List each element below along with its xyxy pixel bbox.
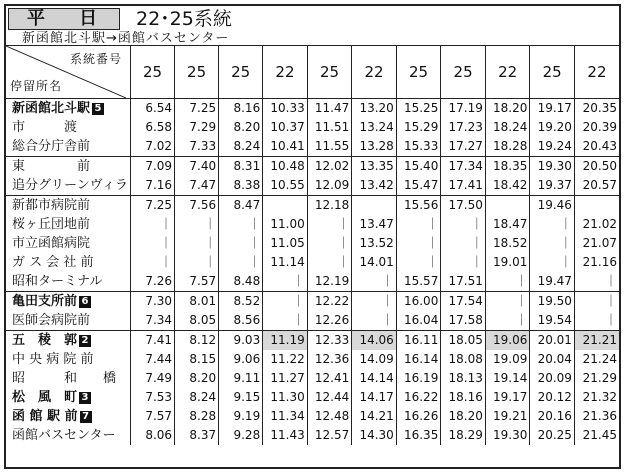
departure-time: 19.30	[530, 157, 575, 177]
timetable-body	[6, 99, 619, 446]
departure-time: 21.36	[574, 407, 619, 426]
departure-time: 12.33	[307, 331, 352, 351]
timetable-row	[6, 311, 619, 331]
departure-time: ｜	[574, 292, 619, 312]
departure-time: 12.18	[307, 196, 352, 216]
departure-time: ｜	[396, 215, 441, 234]
stop-name-text: 医師会病院前	[12, 313, 91, 328]
departure-time: 18.47	[485, 215, 530, 234]
departure-time: 6.54	[130, 99, 174, 119]
stop-name-text: 市立函館病院	[12, 236, 91, 251]
stop-name-text: 追分グリーンヴィラ	[12, 178, 128, 193]
departure-time: 19.20	[530, 118, 575, 137]
departure-time: ｜	[352, 272, 397, 292]
route-number-header: 25	[396, 46, 441, 99]
departure-time: 7.33	[175, 137, 219, 157]
departure-time: 20.01	[530, 331, 575, 351]
timetable-row	[6, 369, 619, 388]
departure-time: 14.30	[352, 426, 397, 445]
departure-time: 17.41	[441, 176, 486, 196]
departure-time: 20.39	[574, 118, 619, 137]
route-number-row	[6, 46, 619, 99]
departure-time: 10.37	[263, 118, 308, 137]
timetable-grid	[6, 46, 619, 445]
timetable-row	[6, 253, 619, 272]
route-number-header: 25	[219, 46, 263, 99]
departure-time: 11.27	[263, 369, 308, 388]
departure-time: ｜	[530, 215, 575, 234]
corner-cell	[6, 46, 130, 99]
departure-time: 8.48	[219, 272, 263, 292]
departure-time: 20.04	[530, 350, 575, 369]
departure-time: ｜	[175, 234, 219, 253]
departure-time: 7.25	[130, 196, 174, 216]
departure-time: 16.00	[396, 292, 441, 312]
departure-time: ｜	[530, 253, 575, 272]
stop-name-text: 新都市病院前	[12, 198, 91, 213]
departure-time: 16.04	[396, 311, 441, 331]
timetable-row	[6, 176, 619, 196]
departure-time: 19.14	[485, 369, 530, 388]
departure-time: 8.05	[175, 311, 219, 331]
route-number-header: 25	[530, 46, 575, 99]
departure-time: 16.26	[396, 407, 441, 426]
departure-time: 7.47	[175, 176, 219, 196]
departure-time: 10.41	[263, 137, 308, 157]
stop-name-text: 新函館北斗駅	[12, 101, 91, 116]
departure-time: 19.47	[530, 272, 575, 292]
departure-time: ｜	[352, 311, 397, 331]
departure-time: 7.40	[175, 157, 219, 177]
departure-time: 12.36	[307, 350, 352, 369]
timetable-row	[6, 157, 619, 177]
departure-time: ｜	[219, 234, 263, 253]
departure-time: 14.01	[352, 253, 397, 272]
timetable-row	[6, 331, 619, 351]
stop-name-text: 亀田支所前	[12, 294, 78, 309]
departure-time: ｜	[307, 234, 352, 253]
departure-time: 19.37	[530, 176, 575, 196]
departure-time	[485, 196, 530, 216]
departure-time: 13.42	[352, 176, 397, 196]
departure-time: 13.20	[352, 99, 397, 119]
stop-number-badge: 2	[79, 335, 91, 347]
departure-time: ｜	[574, 311, 619, 331]
departure-time: 18.52	[485, 234, 530, 253]
stop-name-text: 五 稜 郭	[12, 333, 78, 348]
departure-time: 13.28	[352, 137, 397, 157]
departure-time: 14.06	[352, 331, 397, 351]
departure-time: 9.19	[219, 407, 263, 426]
stop-name	[6, 196, 130, 216]
departure-time: ｜	[441, 253, 486, 272]
timetable-frame	[4, 4, 621, 469]
departure-time: 21.32	[574, 388, 619, 407]
stop-name-text: 桜ヶ丘団地前	[12, 217, 91, 232]
departure-time: 10.48	[263, 157, 308, 177]
stop-number-badge: 3	[79, 392, 91, 404]
departure-time: ｜	[307, 253, 352, 272]
departure-time: 18.35	[485, 157, 530, 177]
departure-time: 19.54	[530, 311, 575, 331]
timetable-row	[6, 272, 619, 292]
stop-name	[6, 369, 130, 388]
departure-time: 17.27	[441, 137, 486, 157]
route-number-header: 22	[352, 46, 397, 99]
departure-time: 11.00	[263, 215, 308, 234]
departure-time: 11.51	[307, 118, 352, 137]
departure-time: 16.11	[396, 331, 441, 351]
departure-time: 7.57	[130, 407, 174, 426]
departure-time: 10.33	[263, 99, 308, 119]
departure-time: ｜	[130, 234, 174, 253]
departure-time: 19.30	[485, 426, 530, 445]
departure-time: 8.38	[219, 176, 263, 196]
departure-time: 17.34	[441, 157, 486, 177]
timetable-header	[6, 6, 619, 46]
departure-time: 14.09	[352, 350, 397, 369]
departure-time: 8.06	[130, 426, 174, 445]
stop-name	[6, 407, 130, 426]
departure-time: 10.55	[263, 176, 308, 196]
stop-name	[6, 176, 130, 196]
stop-name-text: 中 央 病 院 前	[12, 352, 94, 367]
timetable-row	[6, 118, 619, 137]
departure-time: 11.30	[263, 388, 308, 407]
route-number-header: 22	[485, 46, 530, 99]
departure-time: 18.13	[441, 369, 486, 388]
departure-time: 21.29	[574, 369, 619, 388]
departure-time: 11.22	[263, 350, 308, 369]
stop-name	[6, 311, 130, 331]
departure-time: 12.26	[307, 311, 352, 331]
departure-time: ｜	[263, 272, 308, 292]
route-number-header: 22	[263, 46, 308, 99]
departure-time: 18.20	[485, 99, 530, 119]
departure-time: 12.57	[307, 426, 352, 445]
departure-time: 12.19	[307, 272, 352, 292]
departure-time: 12.44	[307, 388, 352, 407]
route-direction-label: 新函館北斗駅→函館バスセンター	[22, 31, 230, 46]
departure-time: 7.44	[130, 350, 174, 369]
departure-time: ｜	[219, 253, 263, 272]
departure-time	[352, 196, 397, 216]
departure-time: 21.21	[574, 331, 619, 351]
stop-name	[6, 388, 130, 407]
departure-time: 21.45	[574, 426, 619, 445]
departure-time: ｜	[574, 272, 619, 292]
departure-time: 7.25	[175, 99, 219, 119]
departure-time	[263, 196, 308, 216]
timetable-row	[6, 407, 619, 426]
departure-time: 16.14	[396, 350, 441, 369]
departure-time: 12.22	[307, 292, 352, 312]
departure-time: 15.33	[396, 137, 441, 157]
departure-time: 18.20	[441, 407, 486, 426]
departure-time: 13.35	[352, 157, 397, 177]
departure-time: 11.47	[307, 99, 352, 119]
stop-name	[6, 253, 130, 272]
departure-time: ｜	[352, 292, 397, 312]
stop-name	[6, 157, 130, 177]
departure-time: 7.49	[130, 369, 174, 388]
timetable-row	[6, 350, 619, 369]
departure-time: 13.24	[352, 118, 397, 137]
departure-time: ｜	[263, 311, 308, 331]
departure-time: 15.56	[396, 196, 441, 216]
stop-name	[6, 272, 130, 292]
departure-time: 18.42	[485, 176, 530, 196]
route-number-header: 25	[130, 46, 174, 99]
departure-time: 19.06	[485, 331, 530, 351]
stop-name-text: 昭 和 橋	[12, 371, 117, 386]
stop-number-badge: 5	[92, 103, 104, 115]
departure-time: 8.16	[219, 99, 263, 119]
departure-time: ｜	[441, 215, 486, 234]
departure-time: ｜	[396, 234, 441, 253]
departure-time: 20.09	[530, 369, 575, 388]
departure-time: ｜	[485, 272, 530, 292]
departure-time: 20.43	[574, 137, 619, 157]
departure-time: 18.16	[441, 388, 486, 407]
timetable-row	[6, 196, 619, 216]
departure-time: 18.08	[441, 350, 486, 369]
departure-time: 19.09	[485, 350, 530, 369]
departure-time: 17.19	[441, 99, 486, 119]
departure-time: 8.24	[219, 137, 263, 157]
stop-name-text: 松 風 町	[12, 390, 78, 405]
departure-time: 18.24	[485, 118, 530, 137]
departure-time: 15.40	[396, 157, 441, 177]
departure-time: 8.56	[219, 311, 263, 331]
departure-time: 7.29	[175, 118, 219, 137]
stop-name-text: 函 館 駅 前	[12, 409, 78, 424]
departure-time: 7.16	[130, 176, 174, 196]
departure-time: 15.57	[396, 272, 441, 292]
route-line-label: 22･25系統	[136, 8, 232, 30]
departure-time: 20.50	[574, 157, 619, 177]
departure-time: 8.01	[175, 292, 219, 312]
departure-time: 11.34	[263, 407, 308, 426]
departure-time: 8.15	[175, 350, 219, 369]
stop-name-text: ガ ス 会 社 前	[12, 255, 94, 270]
departure-time: 17.58	[441, 311, 486, 331]
stop-name-text: 市 渡	[12, 120, 78, 135]
departure-time: 7.26	[130, 272, 174, 292]
departure-time: ｜	[130, 253, 174, 272]
stop-name	[6, 137, 130, 157]
stop-name	[6, 331, 130, 351]
stop-number-badge: 6	[79, 296, 91, 308]
departure-time: 7.41	[130, 331, 174, 351]
departure-time: 17.50	[441, 196, 486, 216]
departure-time: 9.15	[219, 388, 263, 407]
departure-time: 19.17	[485, 388, 530, 407]
departure-time: ｜	[441, 234, 486, 253]
stop-name-text: 東 前	[12, 159, 91, 174]
departure-time: 19.50	[530, 292, 575, 312]
departure-time: 14.21	[352, 407, 397, 426]
stop-name-heading: 停留所名	[10, 79, 63, 93]
departure-time: 14.14	[352, 369, 397, 388]
departure-time: 7.02	[130, 137, 174, 157]
departure-time: ｜	[175, 253, 219, 272]
departure-time: 8.37	[175, 426, 219, 445]
departure-time: 16.19	[396, 369, 441, 388]
route-number-header: 25	[307, 46, 352, 99]
stop-name-text: 昭和ターミナル	[12, 274, 103, 289]
departure-time: 13.47	[352, 215, 397, 234]
departure-time: 8.20	[219, 118, 263, 137]
timetable-row	[6, 215, 619, 234]
stop-name	[6, 292, 130, 312]
stop-name	[6, 426, 130, 445]
departure-time: 7.56	[175, 196, 219, 216]
timetable-row	[6, 426, 619, 445]
departure-time: 7.34	[130, 311, 174, 331]
departure-time: 12.41	[307, 369, 352, 388]
departure-time: ｜	[307, 215, 352, 234]
departure-time: 9.28	[219, 426, 263, 445]
departure-time: 8.20	[175, 369, 219, 388]
departure-time: 7.30	[130, 292, 174, 312]
stop-name	[6, 118, 130, 137]
timetable-row	[6, 292, 619, 312]
departure-time: 20.12	[530, 388, 575, 407]
departure-time: 12.02	[307, 157, 352, 177]
timetable-row	[6, 137, 619, 157]
departure-time: ｜	[485, 292, 530, 312]
stop-name	[6, 215, 130, 234]
departure-time: 14.17	[352, 388, 397, 407]
departure-time: 9.03	[219, 331, 263, 351]
departure-time: 20.57	[574, 176, 619, 196]
departure-time: ｜	[130, 215, 174, 234]
departure-time: 20.16	[530, 407, 575, 426]
stop-name-text: 函館バスセンター	[12, 428, 116, 443]
departure-time: 21.24	[574, 350, 619, 369]
timetable-row	[6, 388, 619, 407]
stop-name-text: 総合分庁舎前	[12, 139, 91, 154]
departure-time: 8.31	[219, 157, 263, 177]
departure-time: 18.05	[441, 331, 486, 351]
departure-time: 9.06	[219, 350, 263, 369]
departure-time: 8.12	[175, 331, 219, 351]
departure-time: 13.52	[352, 234, 397, 253]
departure-time: 19.01	[485, 253, 530, 272]
departure-time: 8.24	[175, 388, 219, 407]
departure-time: 16.22	[396, 388, 441, 407]
departure-time: 11.05	[263, 234, 308, 253]
departure-time: 8.28	[175, 407, 219, 426]
departure-time: 11.14	[263, 253, 308, 272]
departure-time: 7.53	[130, 388, 174, 407]
departure-time: 11.19	[263, 331, 308, 351]
departure-time: 19.46	[530, 196, 575, 216]
stop-name	[6, 350, 130, 369]
departure-time: ｜	[530, 234, 575, 253]
departure-time: 11.55	[307, 137, 352, 157]
departure-time: 17.54	[441, 292, 486, 312]
day-type-label: 平 日	[8, 8, 120, 30]
departure-time: 7.57	[175, 272, 219, 292]
stop-name	[6, 234, 130, 253]
departure-time: 9.11	[219, 369, 263, 388]
departure-time: 15.47	[396, 176, 441, 196]
departure-time: 19.24	[530, 137, 575, 157]
departure-time: ｜	[263, 292, 308, 312]
departure-time: 20.25	[530, 426, 575, 445]
departure-time: 17.51	[441, 272, 486, 292]
departure-time: ｜	[175, 215, 219, 234]
route-number-heading: 系統番号	[69, 52, 122, 66]
route-number-header: 25	[175, 46, 219, 99]
departure-time	[574, 196, 619, 216]
departure-time: 18.28	[485, 137, 530, 157]
departure-time: 21.02	[574, 215, 619, 234]
departure-time: 20.35	[574, 99, 619, 119]
departure-time: 8.52	[219, 292, 263, 312]
route-number-header: 22	[574, 46, 619, 99]
departure-time: 16.35	[396, 426, 441, 445]
departure-time: 21.07	[574, 234, 619, 253]
departure-time: 12.09	[307, 176, 352, 196]
departure-time: 21.16	[574, 253, 619, 272]
stop-number-badge: 7	[80, 411, 92, 423]
departure-time: ｜	[219, 215, 263, 234]
departure-time: 19.21	[485, 407, 530, 426]
departure-time: 17.23	[441, 118, 486, 137]
departure-time: ｜	[485, 311, 530, 331]
departure-time: 7.09	[130, 157, 174, 177]
timetable-table	[6, 46, 619, 445]
departure-time: 19.17	[530, 99, 575, 119]
timetable-row	[6, 99, 619, 119]
departure-time: 11.43	[263, 426, 308, 445]
departure-time: 18.29	[441, 426, 486, 445]
timetable-row	[6, 234, 619, 253]
departure-time: 15.25	[396, 99, 441, 119]
stop-name	[6, 99, 130, 119]
departure-time: 12.48	[307, 407, 352, 426]
departure-time: 15.29	[396, 118, 441, 137]
route-number-header: 25	[441, 46, 486, 99]
departure-time: ｜	[396, 253, 441, 272]
departure-time: 6.58	[130, 118, 174, 137]
departure-time: 8.47	[219, 196, 263, 216]
